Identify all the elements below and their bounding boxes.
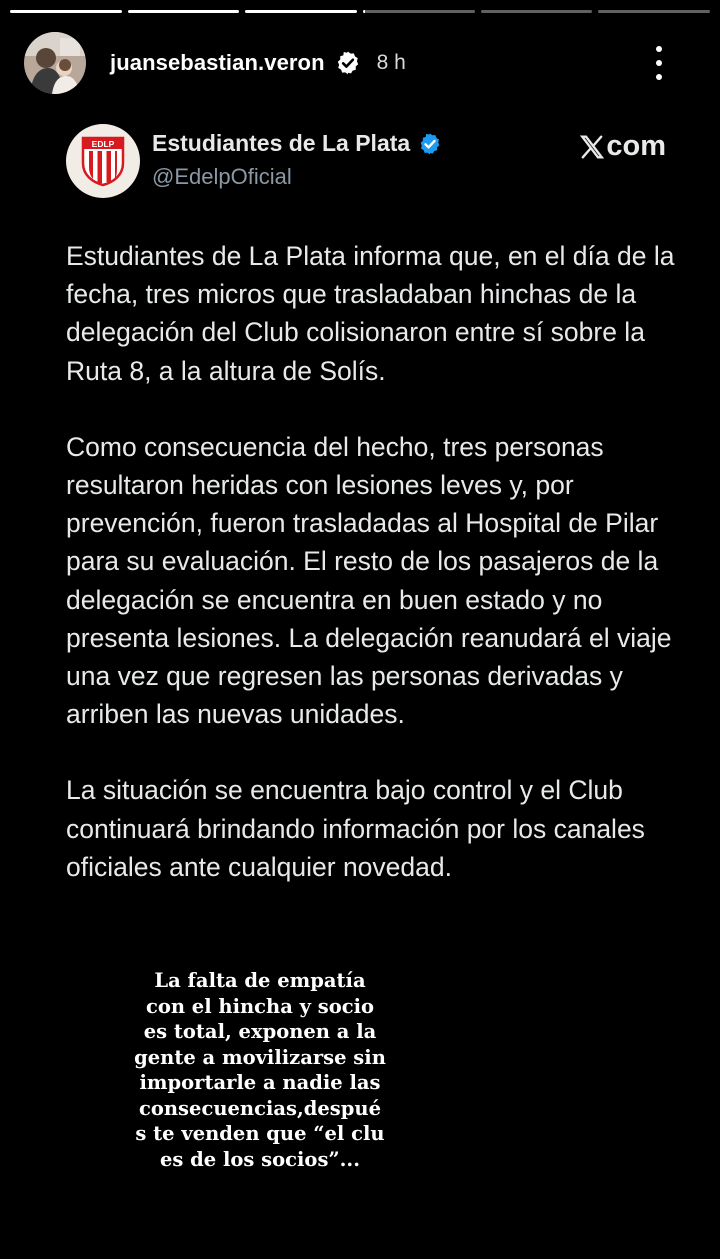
tweet-paragraph: La situación se encuentra bajo control y el Club continuará brindando información por los canales oficiales ante cualquier novedad.	[66, 775, 645, 882]
caption-line: consecuencias,despué	[139, 1096, 381, 1120]
tweet-paragraph: Como consecuencia del hecho, tres personas resultaron heridas con lesiones leves y, por prevención, fueron trasladadas al Hospital de Pilar para su evaluación. El resto de los pasajeros de la delegación se encuentra en buen estado y no presenta lesiones. La delegación reanudará el viaje una vez que regresen las personas derivadas y arriben las nuevas unidades.	[66, 431, 672, 730]
club-name-row	[152, 130, 442, 157]
x-source-text: com	[606, 130, 666, 162]
caption-line: importarle a nadie las	[139, 1071, 381, 1094]
progress-segment	[128, 10, 240, 13]
club-crest-icon	[80, 135, 126, 187]
story-caption	[100, 968, 420, 1172]
tweet-body	[66, 237, 676, 924]
progress-fill	[10, 10, 122, 13]
progress-segment	[363, 10, 475, 13]
caption-line: con el hincha y socio	[145, 994, 375, 1018]
progress-segment	[598, 10, 710, 13]
progress-segment	[481, 10, 593, 13]
story-progress-bars	[10, 10, 710, 13]
verified-badge-icon	[335, 50, 361, 76]
tweet-author-handle[interactable]: @EdelpOficial	[152, 164, 292, 189]
x-logo-icon	[579, 134, 605, 160]
club-logo[interactable]	[66, 124, 140, 198]
progress-segment	[245, 10, 357, 13]
dot	[656, 46, 662, 52]
dot	[656, 60, 662, 66]
progress-fill	[245, 10, 357, 13]
verified-badge-icon	[418, 132, 442, 156]
progress-segment	[10, 10, 122, 13]
tweet-author-name[interactable]: Estudiantes de La Plata	[152, 130, 411, 156]
tweet-header	[66, 124, 666, 198]
progress-fill	[128, 10, 240, 13]
progress-fill	[363, 10, 365, 13]
dot	[656, 74, 662, 80]
tweet-paragraph: Estudiantes de La Plata informa que, en el día de la fecha, tres micros que trasladaban hinchas de la delegación del Club colisionaron entre sí sobre la Ruta 8, a la altura de Solís.	[66, 241, 675, 386]
avatar-photo	[24, 32, 86, 94]
caption-line: gente a movilizarse sin	[134, 1045, 386, 1069]
avatar[interactable]	[24, 32, 86, 94]
story-header	[24, 32, 700, 94]
caption-line: s te venden que “el clu	[135, 1122, 385, 1145]
more-options-icon[interactable]	[648, 46, 670, 80]
caption-line: es total, exponen a la	[143, 1020, 377, 1043]
club-crest-text: EDLP	[91, 139, 115, 149]
caption-line: es de los socios”...	[159, 1147, 361, 1171]
story-username[interactable]: juansebastian.veron	[110, 50, 325, 75]
x-source-label	[579, 130, 666, 163]
caption-line: La falta de empatía	[154, 969, 366, 992]
story-timestamp: 8 h	[376, 51, 406, 74]
